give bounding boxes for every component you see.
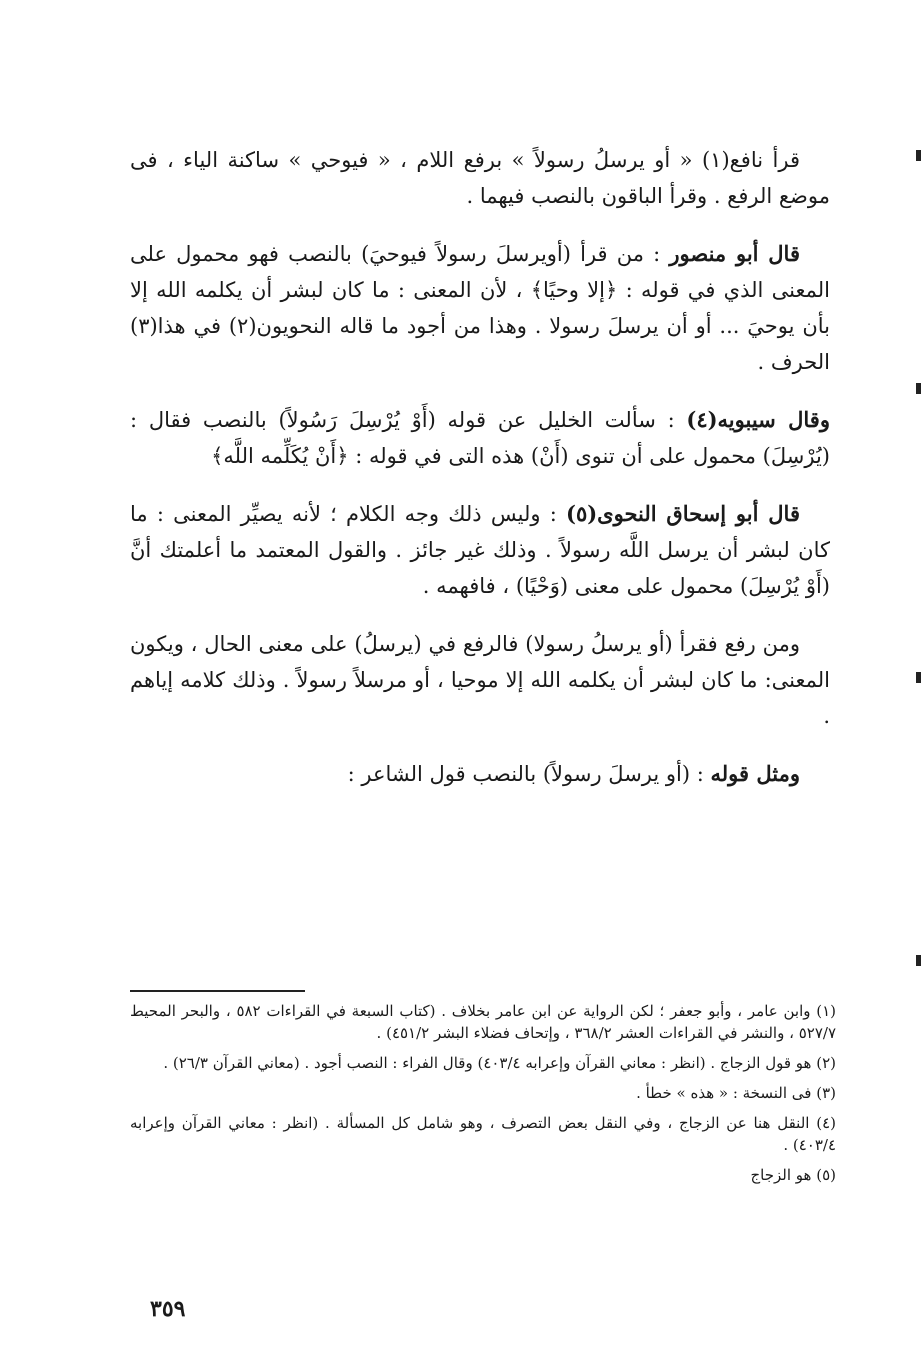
- footnotes: [130, 1000, 836, 1194]
- paragraph-1: [130, 142, 830, 214]
- paragraph-6-lead: ومثل قوله: [710, 761, 800, 786]
- paragraph-4-lead: قال أبو إسحاق النحوى(٥): [566, 501, 800, 526]
- margin-mark: [916, 955, 921, 966]
- margin-mark: [916, 150, 921, 161]
- paragraph-1-text: قرأ نافع(١) « أو يرسلُ رسولاً » برفع اللام ، « فيوحي » ساكنة الياء ، فى موضع الرفع . وقرأ الباقون بالنصب فيهما .: [130, 148, 830, 208]
- paragraph-3: [130, 402, 830, 474]
- page-number: ٣٥٩: [150, 1296, 186, 1322]
- paragraph-6-text: : (أو يرسلَ رسولاً) بالنصب قول الشاعر :: [347, 762, 711, 786]
- footnote-2: (٢) هو قول الزجاج . (انظر : معاني القرآن وإعرابه ٤٠٣/٤) وقال الفراء : النصب أجود . (معاني القرآن ٢٦/٣) .: [163, 1054, 836, 1072]
- footnote-3: (٣) فى النسخة : « هذه » خطأ .: [636, 1084, 836, 1102]
- footnote-1: (١) وابن عامر ، وأبو جعفر ؛ لكن الرواية عن ابن عامر بخلاف . (كتاب السبعة في القراءات ٥٨٢ ، والبحر المحيط ٥٢٧/٧ ، والنشر في القراءات العشر ٣٦٨/٢ ، وإتحاف فضلاء البشر ٤٥١/٢) .: [130, 1002, 836, 1042]
- paragraph-4-text: : وليس ذلك وجه الكلام ؛ لأنه يصيِّر المعنى : ما كان لبشر أن يرسل اللَّه رسولاً . وذلك غير جائز . والقول المعتمد ما أعلمتك أنَّ (أَوْ يُرْسِلَ) محمول على معنى (وَحْيًا) ، فافهمه .: [130, 502, 830, 598]
- paragraph-2: [130, 236, 830, 380]
- footnote-divider: [130, 990, 305, 992]
- paragraph-2-lead: قال أبو منصور: [669, 241, 800, 266]
- footnote-5: (٥) هو الزجاج: [750, 1166, 836, 1184]
- margin-mark: [916, 383, 921, 394]
- paragraph-2-text: : من قرأ (أويرسلَ رسولاً فيوحيَ) بالنصب فهو محمول على المعنى الذي في قوله : ﴿إلا وحيًا﴾ ، لأن المعنى : ما كان لبشر أن يكلمه الله إلا بأن يوحيَ ... أو أن يرسلَ رسولا . وهذا من أجود ما قاله النحويون(٢) في هذا(٣) الحرف .: [130, 242, 830, 374]
- paragraph-6: [130, 756, 830, 792]
- margin-mark: [916, 672, 921, 683]
- paragraph-3-text: : سألت الخليل عن قوله (أَوْ يُرْسِلَ رَسُولاً) بالنصب فقال : (يُرْسِلَ) محمول على أن تنوى (أَنْ) هذه التى في قوله : ﴿أَنْ يُكَلِّمه اللَّه﴾: [130, 408, 830, 468]
- footnote-4: (٤) النقل هنا عن الزجاج ، وفي النقل بعض التصرف ، وهو شامل كل المسألة . (انظر : معاني القرآن وإعرابه ٤٠٣/٤) .: [130, 1114, 836, 1154]
- paragraph-5-text: ومن رفع فقرأ (أو يرسلُ رسولا) فالرفع في (يرسلُ) على معنى الحال ، ويكون المعنى: ما كان لبشر أن يكلمه الله إلا موحيا ، أو مرسلاً رسولاً . وذلك كلامه إياهم .: [130, 632, 830, 728]
- paragraph-4: [130, 496, 830, 604]
- main-text: [130, 142, 830, 814]
- paragraph-5: [130, 626, 830, 734]
- paragraph-3-lead: وقال سيبويه(٤): [686, 407, 830, 432]
